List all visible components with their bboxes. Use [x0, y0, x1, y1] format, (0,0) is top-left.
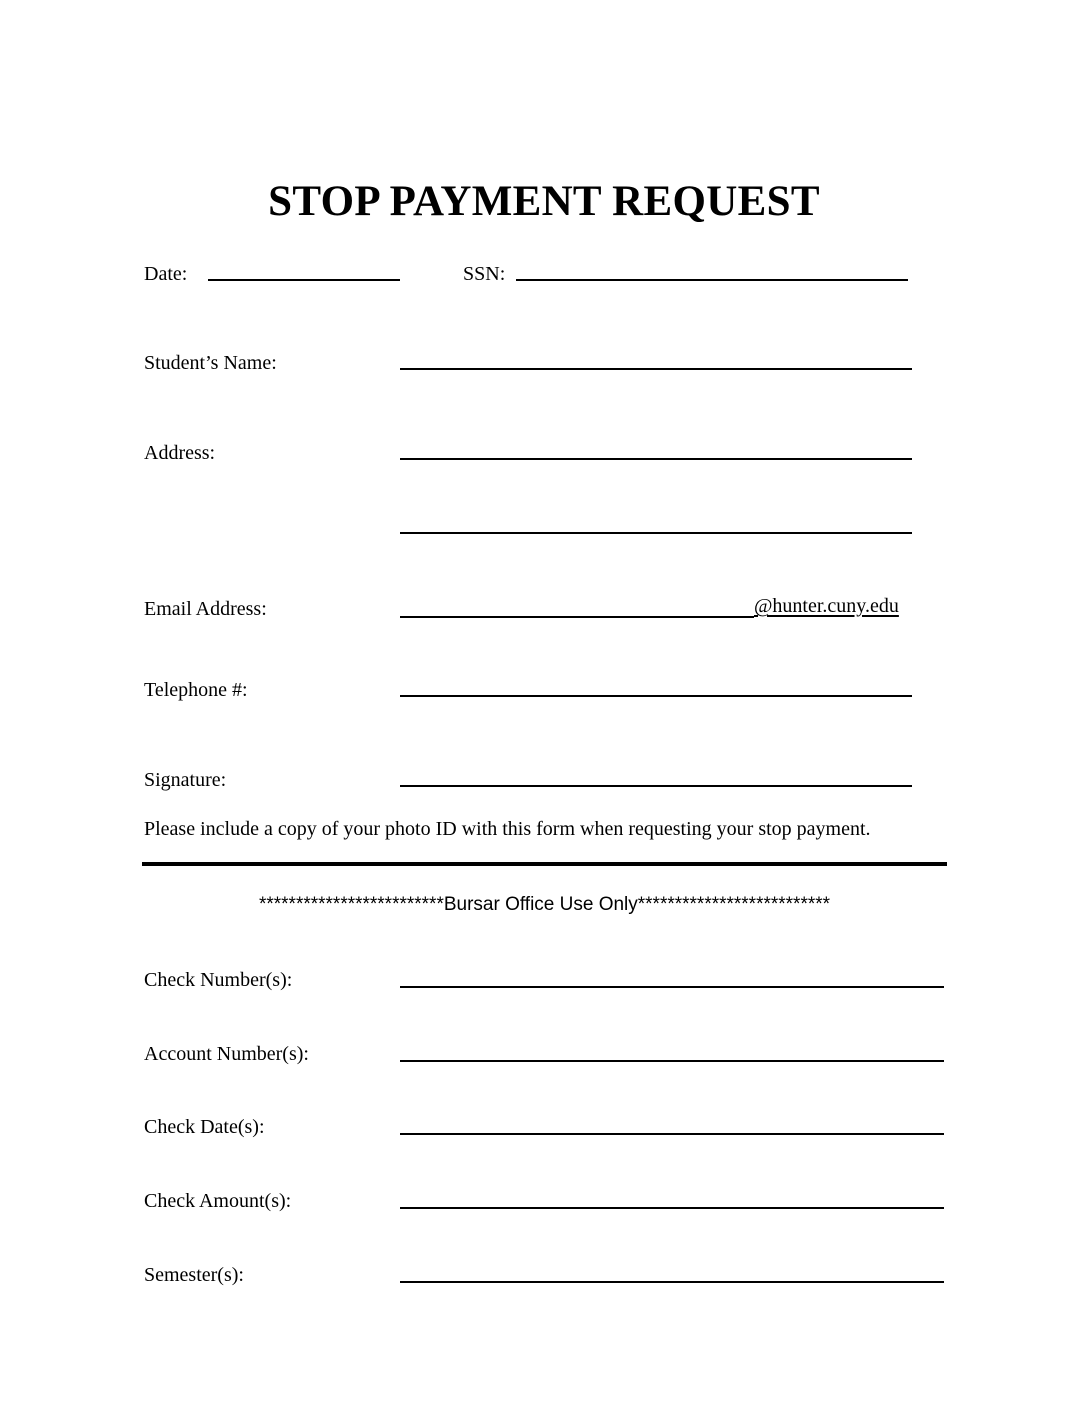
check-amounts-field[interactable]	[400, 1207, 944, 1209]
semesters-field[interactable]	[400, 1281, 944, 1283]
address-label: Address:	[144, 442, 216, 464]
check-numbers-field[interactable]	[400, 986, 944, 988]
check-dates-field[interactable]	[400, 1133, 944, 1135]
page-title: STOP PAYMENT REQUEST	[268, 178, 820, 225]
account-numbers-label: Account Number(s):	[144, 1043, 309, 1065]
date-label: Date:	[144, 263, 188, 285]
signature-label: Signature:	[144, 769, 227, 791]
bursar-office-heading: *************************Bursar Office Use Only**************************	[258, 894, 831, 915]
telephone-field[interactable]	[400, 695, 912, 697]
account-numbers-field[interactable]	[400, 1060, 944, 1062]
email-field[interactable]	[400, 616, 754, 618]
semesters-label: Semester(s):	[144, 1264, 244, 1286]
photo-id-note: Please include a copy of your photo ID with this form when requesting your stop payment.	[144, 818, 871, 840]
address-field-line-2[interactable]	[400, 532, 912, 534]
check-amounts-label: Check Amount(s):	[144, 1190, 292, 1212]
check-dates-label: Check Date(s):	[144, 1116, 265, 1138]
date-field[interactable]	[208, 279, 400, 281]
check-numbers-label: Check Number(s):	[144, 969, 293, 991]
student-name-label: Student’s Name:	[144, 352, 277, 374]
ssn-field[interactable]	[516, 279, 908, 281]
signature-field[interactable]	[400, 785, 912, 787]
ssn-label: SSN:	[463, 263, 506, 285]
section-divider	[142, 862, 947, 866]
telephone-label: Telephone #:	[144, 679, 248, 701]
email-domain-suffix: @hunter.cuny.edu	[754, 595, 899, 617]
address-field-line-1[interactable]	[400, 458, 912, 460]
student-name-field[interactable]	[400, 368, 912, 370]
email-label: Email Address:	[144, 598, 267, 620]
